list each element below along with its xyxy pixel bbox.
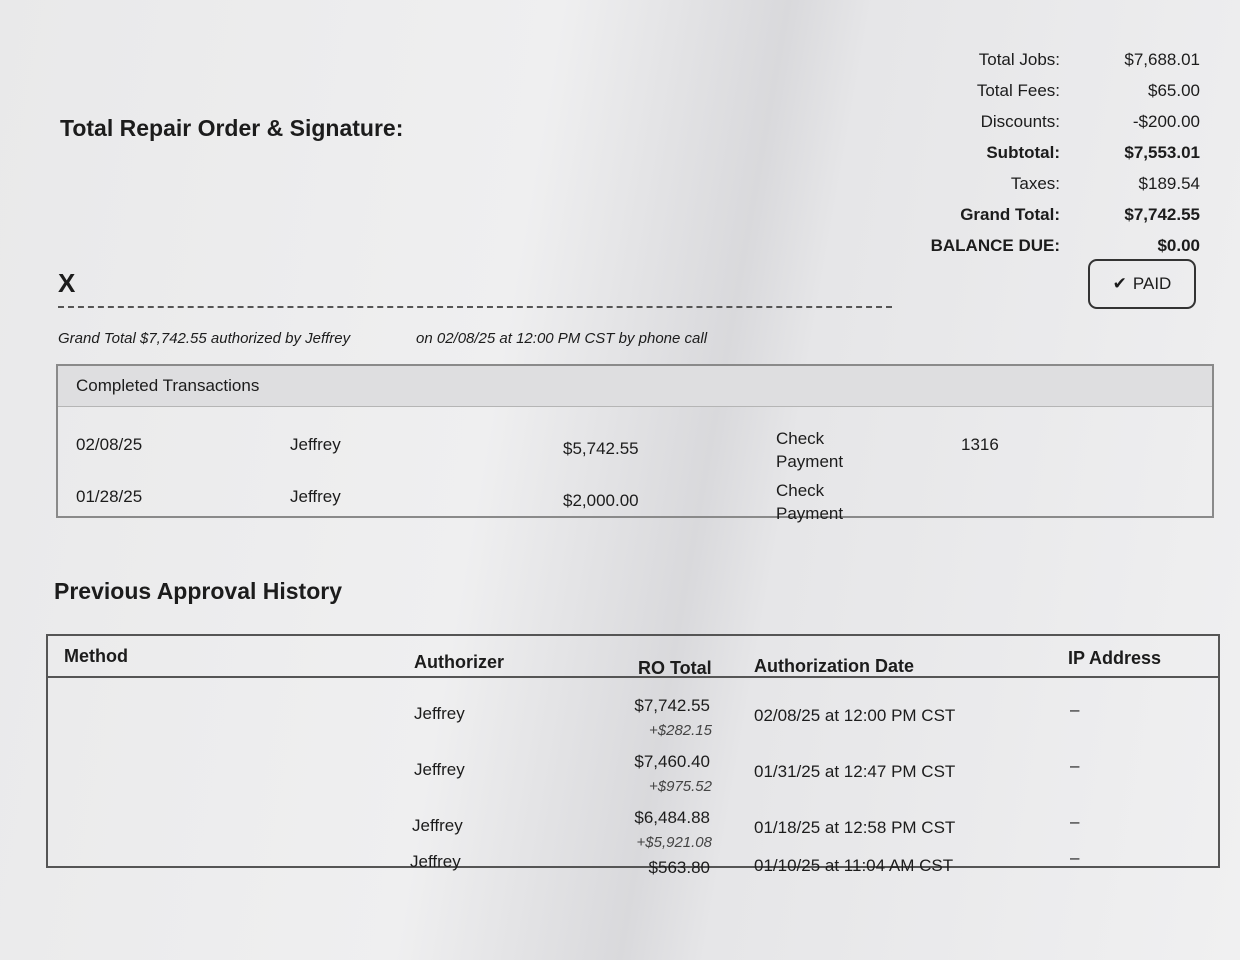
totals-label: Total Jobs:: [978, 50, 1060, 69]
txn-amount: $2,000.00: [563, 491, 639, 510]
ro-delta: +$282.15: [649, 722, 712, 739]
col-authorizer: Authorizer: [414, 652, 504, 672]
history-header-row: [48, 636, 1218, 678]
totals-value: $7,688.01: [1124, 50, 1200, 69]
totals-label: Discounts:: [980, 112, 1060, 131]
ro-total-cell: $7,460.40: [634, 752, 710, 771]
col-authorization-date: Authorization Date: [754, 656, 914, 676]
check-icon: ✔: [1112, 274, 1127, 293]
table-row: [58, 475, 1212, 527]
total-fees-row: [930, 75, 1200, 106]
totals-label: Subtotal:: [986, 143, 1060, 162]
auth-date-cell: 01/18/25 at 12:58 PM CST: [754, 818, 956, 837]
totals-value: $0.00: [1157, 236, 1200, 255]
ro-total-cell: $7,742.55: [634, 696, 710, 715]
ro-total-cell: $563.80: [648, 858, 710, 877]
ip-cell: –: [1070, 848, 1080, 867]
ro-delta: +$5,921.08: [636, 834, 712, 851]
totals-value: $189.54: [1138, 174, 1200, 193]
txn-ref: 1316: [961, 435, 999, 454]
authorizer-cell: Jeffrey: [414, 704, 465, 723]
txn-date: 01/28/25: [76, 487, 143, 506]
table-row: [48, 834, 1218, 877]
authorization-statement: [58, 330, 708, 347]
signature-line: [58, 306, 892, 308]
totals-value: $7,742.55: [1124, 205, 1200, 224]
balance-due-row: [930, 230, 1200, 261]
totals-label: Grand Total:: [960, 205, 1060, 224]
authorizer-cell: Jeffrey: [414, 760, 465, 779]
transactions-header: Completed Transactions: [58, 366, 1212, 407]
col-ro-total: RO Total: [638, 658, 712, 678]
completed-transactions-table: [56, 364, 1214, 523]
totals-value: $7,553.01: [1124, 143, 1200, 162]
taxes-row: [930, 168, 1200, 199]
col-ip-address: IP Address: [1068, 648, 1162, 668]
history-title: Previous Approval History: [54, 578, 343, 604]
discounts-row: [930, 106, 1200, 137]
totals-value: -$200.00: [1132, 112, 1200, 131]
col-method: Method: [64, 646, 128, 666]
signature-x-mark: X: [58, 268, 76, 298]
table-row: [48, 678, 1218, 739]
approval-history-table: [46, 634, 1220, 877]
ip-cell: –: [1070, 700, 1080, 719]
txn-date: 02/08/25: [76, 435, 143, 454]
auth-date-cell: 01/31/25 at 12:47 PM CST: [754, 762, 956, 781]
authorizer-cell: Jeffrey: [412, 816, 463, 835]
total-jobs-row: [930, 44, 1200, 75]
table-row: [48, 734, 1218, 795]
ro-delta: +$975.52: [649, 778, 712, 795]
authorized-when: on 02/08/25 at 12:00 PM CST by phone call: [416, 330, 708, 347]
txn-name: Jeffrey: [290, 487, 341, 506]
table-row: [58, 423, 1212, 475]
authorizer-cell: Jeffrey: [410, 852, 461, 871]
totals-label: Total Fees:: [976, 81, 1060, 100]
totals-value: $65.00: [1148, 81, 1200, 100]
totals-label: Taxes:: [1010, 174, 1060, 193]
txn-amount: $5,742.55: [563, 439, 639, 458]
txn-method: Check Payment: [776, 481, 844, 523]
grand-total-row: [930, 199, 1200, 230]
paid-label: PAID: [1132, 274, 1172, 293]
subtotal-row: [930, 137, 1200, 168]
ip-cell: –: [1070, 812, 1080, 831]
auth-date-cell: 02/08/25 at 12:00 PM CST: [754, 706, 956, 725]
txn-method: Check Payment: [776, 429, 844, 471]
totals-summary: [930, 44, 1200, 261]
ip-cell: –: [1070, 756, 1080, 775]
ro-total-cell: $6,484.88: [634, 808, 710, 827]
table-row: [48, 790, 1218, 851]
authorized-text: Grand Total $7,742.55 authorized by Jeffrey: [58, 330, 351, 347]
section-title: Total Repair Order & Signature:: [60, 115, 404, 141]
paid-badge: [1088, 259, 1196, 309]
txn-name: Jeffrey: [290, 435, 341, 454]
totals-label: BALANCE DUE:: [930, 236, 1060, 255]
auth-date-cell: 01/10/25 at 11:04 AM CST: [754, 856, 954, 875]
